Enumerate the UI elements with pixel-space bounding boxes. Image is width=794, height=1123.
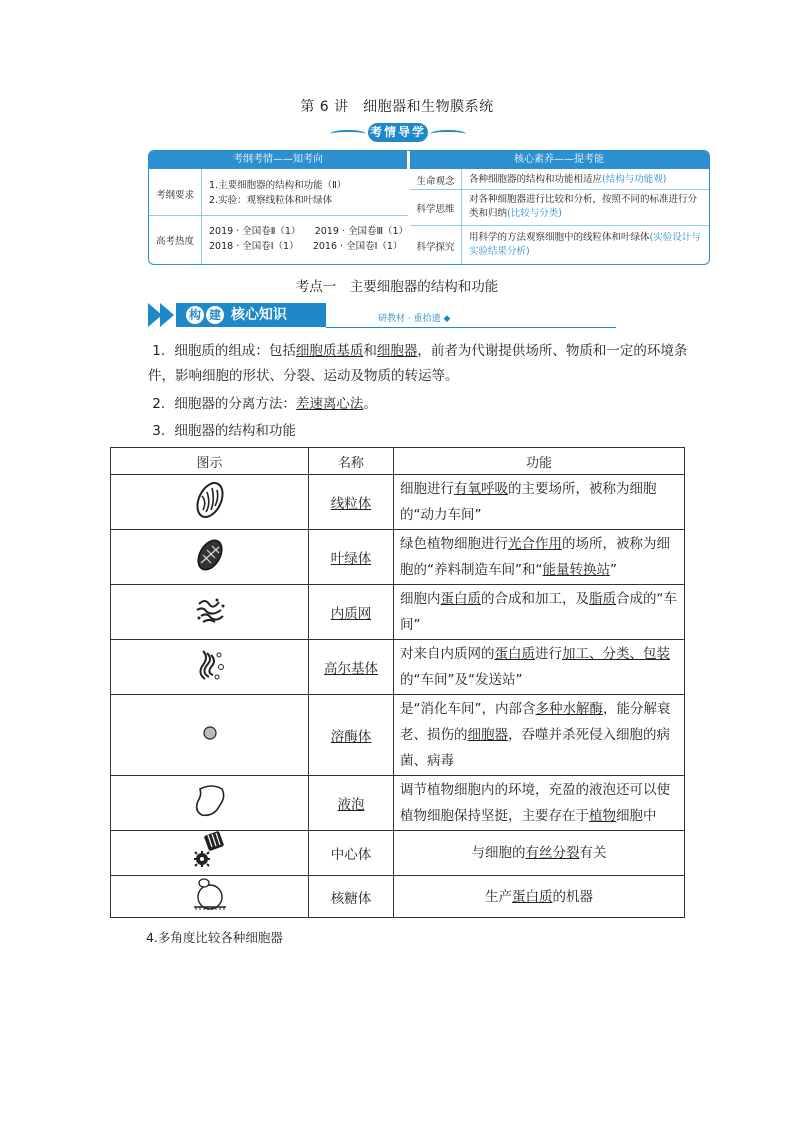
organelle-table: [110, 447, 685, 918]
next-section-heading: 4.多角度比较各种细胞器: [146, 930, 283, 945]
page-title: 第 6 讲 细胞器和生物膜系统: [300, 99, 494, 115]
science-inquiry-text: 用科学的方法观察细胞中的线粒体和叶绿体(实验设计与实验结果分析): [469, 232, 701, 257]
knowledge-bar-title: 构 建 核心知识: [176, 303, 326, 327]
paragraph-3: 3．细胞器的结构和功能: [152, 423, 296, 439]
exam-info-table: [148, 150, 710, 265]
label-science-inquiry: 科学探究: [416, 242, 455, 253]
banner-label: 考情导学: [368, 123, 428, 142]
right-header: 核心素养——提考能: [409, 151, 709, 169]
table-row: 叶绿体 绿色植物细胞进行光合作用的场所，被称为细胞的“养料制造车间”和“能量转换站”: [111, 530, 685, 585]
function-text: 细胞内蛋白质的合成和加工，及脂质合成的“车间”: [394, 585, 685, 640]
label-syllabus: 考纲要求: [155, 190, 194, 201]
paragraph-1: 1．细胞质的组成：包括细胞质基质和细胞器，前者为代谢提供场所、物质和一定的环境条件，影响细胞的形状、分裂、运动及物质的转运等。: [148, 343, 688, 384]
function-text: 与细胞的有丝分裂有关: [394, 831, 685, 876]
label-science-thinking: 科学思维: [416, 204, 455, 215]
table-row: 线粒体 细胞进行有氧呼吸的主要场所，被称为细胞的“动力车间”: [111, 475, 685, 530]
function-text: 是“消化车间”，内部含多种水解酶，能分解衰老、损伤的细胞器，吞噬并杀死侵入细胞的病菌、病毒: [394, 695, 685, 776]
header-diagram: 图示: [111, 448, 309, 475]
function-text: 调节植物细胞内的环境，充盈的液泡还可以使植物细胞保持坚挺，主要存在于植物细胞中: [394, 776, 685, 831]
arrow-icon: [160, 303, 174, 327]
centrosome-icon: [111, 831, 309, 876]
wave-decoration-right: [430, 130, 466, 138]
ribosome-icon: [111, 876, 309, 918]
syllabus-line-1: 1.主要细胞器的结构和功能（Ⅱ）: [209, 180, 347, 191]
table-row: 高尔基体 对来自内质网的蛋白质进行加工、分类、包装的“车间”及“发送站”: [111, 640, 685, 695]
vacuole-icon: [111, 776, 309, 831]
lysosome-icon: [111, 695, 309, 776]
table-row: 核糖体 生产蛋白质的机器: [111, 876, 685, 918]
chloroplast-icon: [111, 530, 309, 585]
header-name: 名称: [309, 448, 394, 475]
knowledge-bar: [148, 301, 468, 329]
syllabus-line-2: 2.实验：观察线粒体和叶绿体: [209, 195, 333, 206]
wave-decoration-left: [330, 130, 366, 138]
paragraph-2: 2．细胞器的分离方法：差速离心法。: [152, 396, 377, 412]
section-title: 考点一 主要细胞器的结构和功能: [295, 279, 499, 295]
table-row: 溶酶体 是“消化车间”，内部含多种水解酶，能分解衰老、损伤的细胞器，吞噬并杀死侵入细胞的病菌、病毒: [111, 695, 685, 776]
function-text: 生产蛋白质的机器: [394, 876, 685, 918]
exam-guide-banner: [330, 121, 464, 145]
science-thinking-text: 对各种细胞器进行比较和分析，按照不同的标准进行分类和归纳(比较与分类): [469, 194, 698, 219]
header-function: 功能: [394, 448, 685, 475]
left-header: 考纲考情——知考向: [149, 151, 407, 169]
er-icon: [111, 585, 309, 640]
golgi-icon: [111, 640, 309, 695]
frequency-line-2: 2018 · 全国卷Ⅰ（1） 2016 · 全国卷Ⅰ（1）: [209, 241, 403, 252]
frequency-line-1: 2019 · 全国卷Ⅱ（1） 2019 · 全国卷Ⅲ（1）: [209, 226, 409, 237]
label-life-concept: 生命观念: [416, 176, 455, 187]
function-text: 对来自内质网的蛋白质进行加工、分类、包装的“车间”及“发送站”: [394, 640, 685, 695]
knowledge-bar-subtitle: 研教材 · 重拾遗 ◆: [378, 314, 451, 324]
table-row: 内质网 细胞内蛋白质的合成和加工，及脂质合成的“车间”: [111, 585, 685, 640]
table-row: 中心体 与细胞的有丝分裂有关: [111, 831, 685, 876]
function-text: 绿色植物细胞进行光合作用的场所，被称为细胞的“养料制造车间”和“能量转换站”: [394, 530, 685, 585]
table-row: 液泡 调节植物细胞内的环境，充盈的液泡还可以使植物细胞保持坚挺，主要存在于植物细胞中: [111, 776, 685, 831]
mitochondrion-icon: [111, 475, 309, 530]
life-concept-text: 各种细胞器的结构和功能相适应(结构与功能观): [469, 174, 667, 185]
label-exam-frequency: 高考热度: [155, 236, 194, 247]
function-text: 细胞进行有氧呼吸的主要场所，被称为细胞的“动力车间”: [394, 475, 685, 530]
